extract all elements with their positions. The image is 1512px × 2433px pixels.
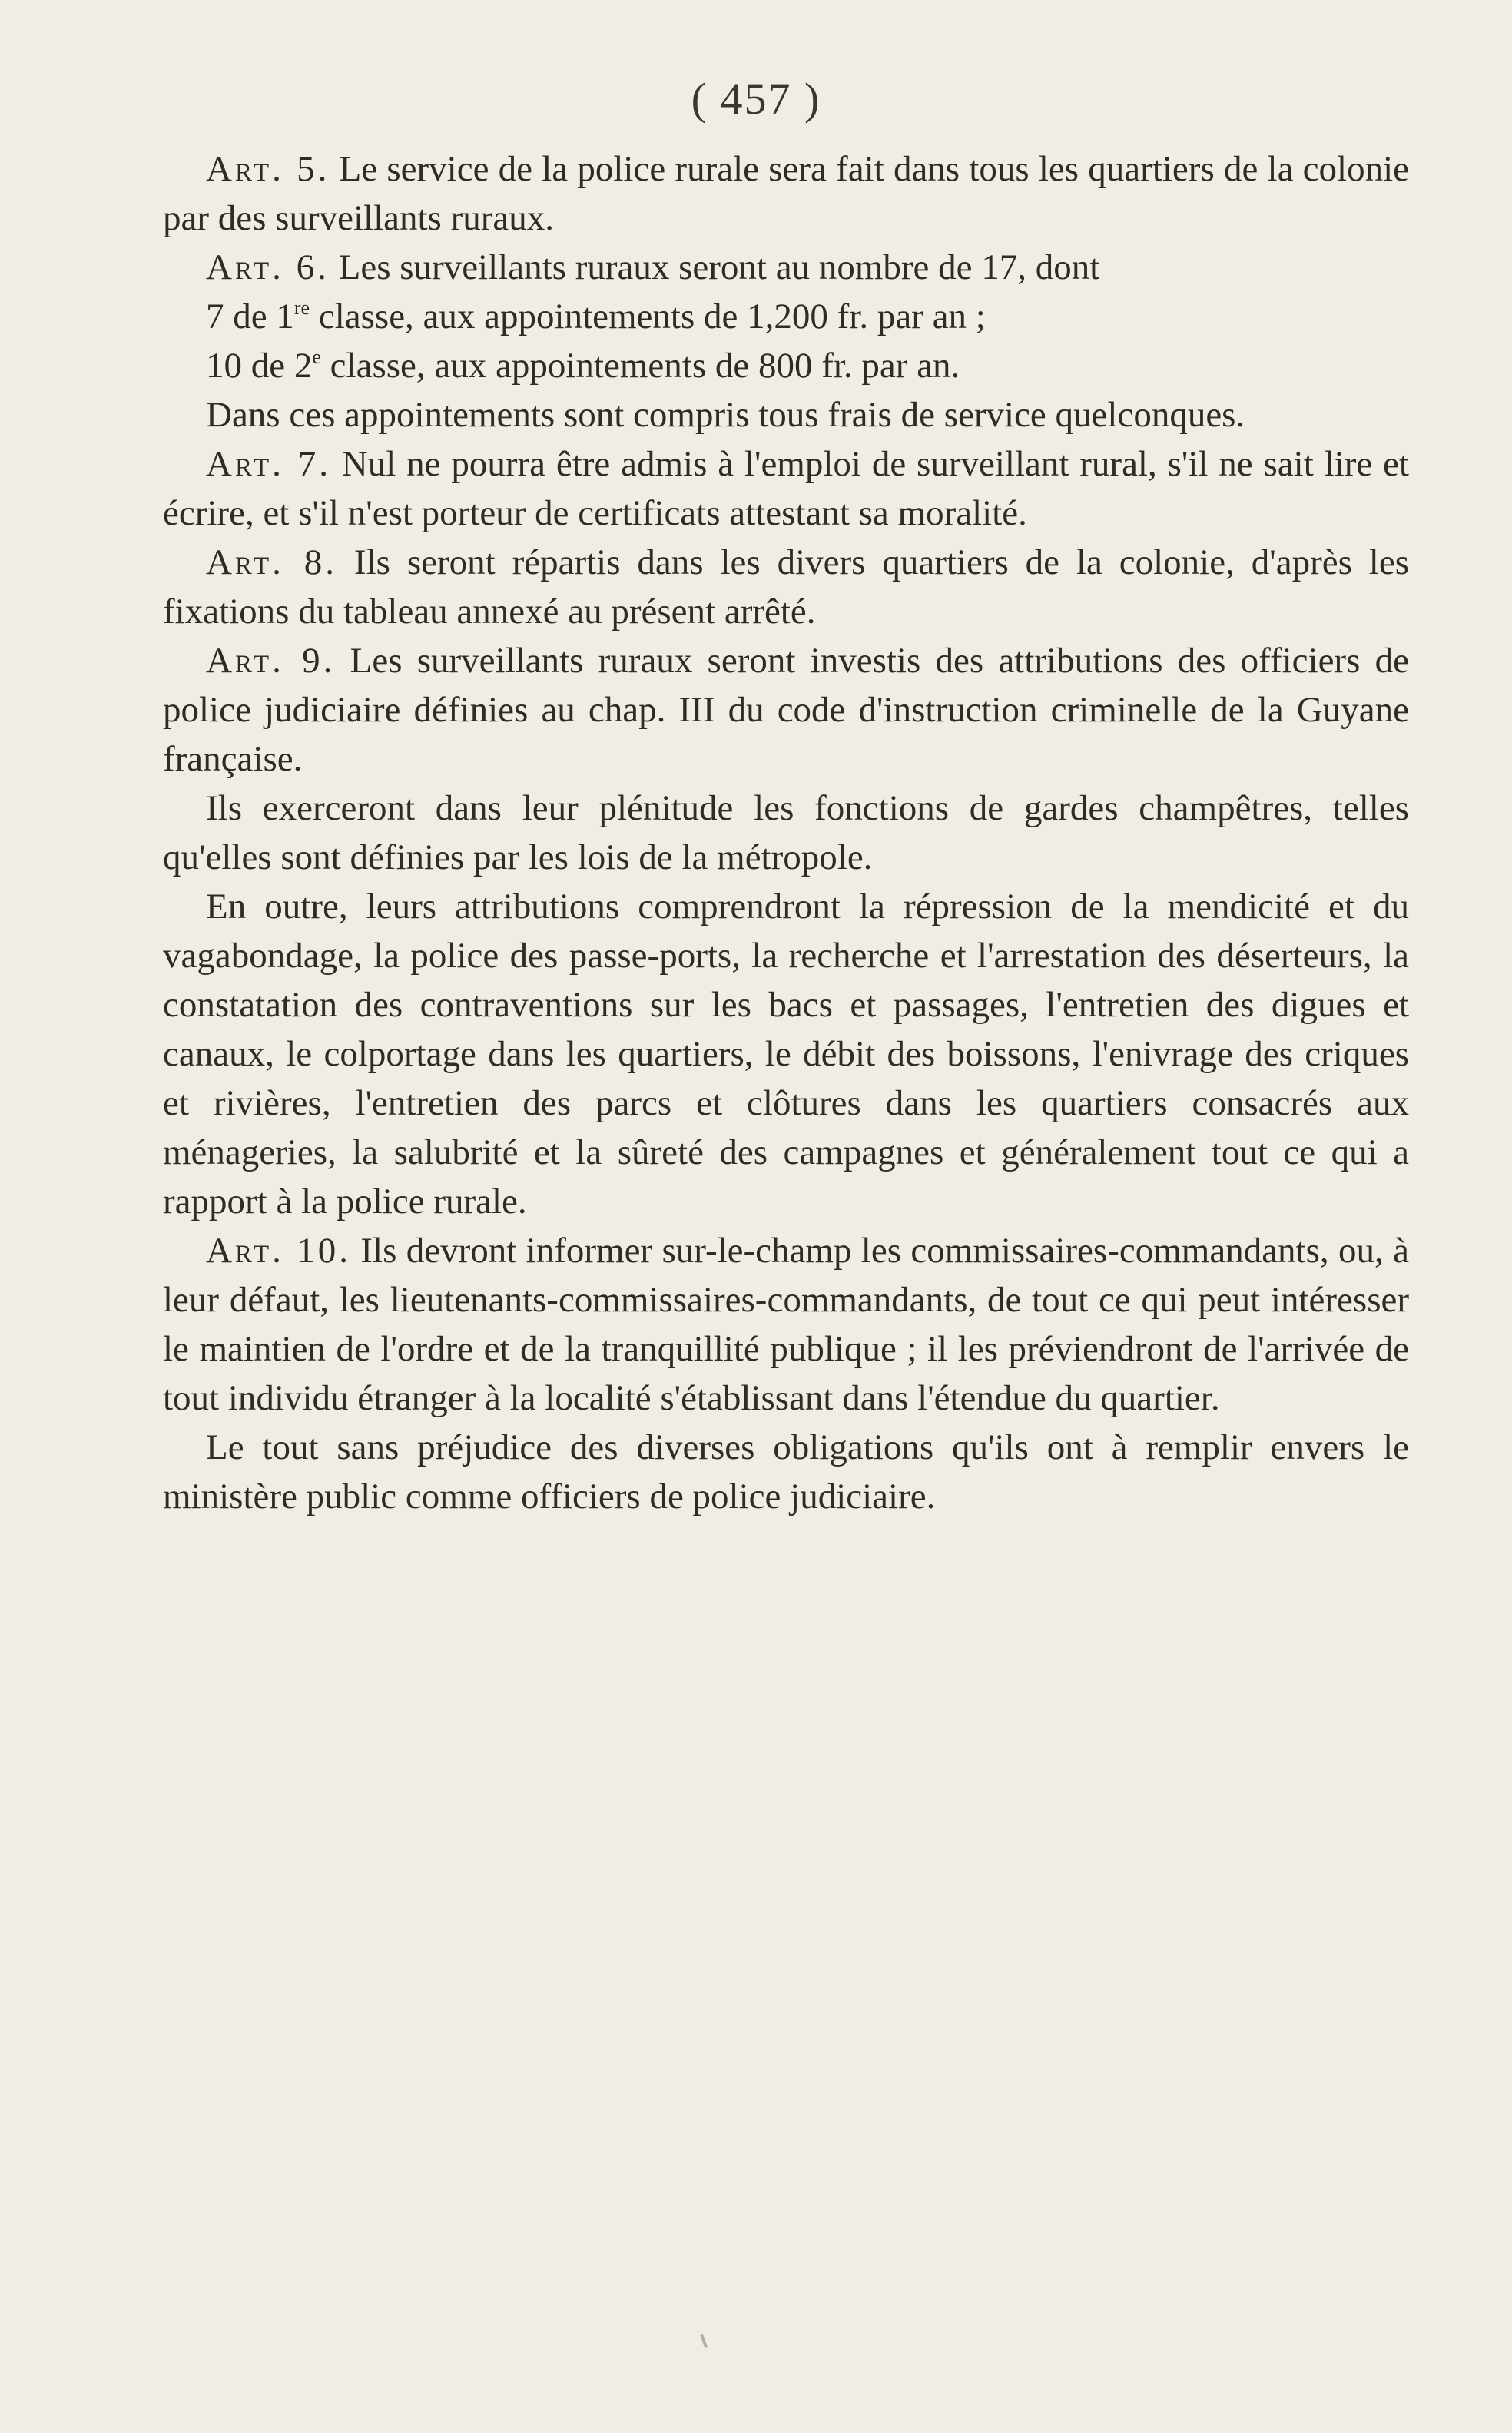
article-text: Le service de la police rurale sera fait dans tous les quartiers de la colonie par des surveillants ruraux. <box>163 149 1409 238</box>
line-text: 10 de 2 <box>206 346 313 386</box>
article-label: Art. 8. <box>206 542 338 582</box>
article-9-paragraph-3: En outre, leurs attributions comprendront la répression de la mendicité et du vagabondage, la police des passe-ports, la recherche et l'arrestation des déserteurs, la constatation des contraventions sur les bacs et passages, l'entretien des digues et canaux, le colportage dans les quartiers, le débit des boissons, l'enivrage des criques et rivières, l'entretien des parcs et clôtures dans les quartiers consacrés aux ménageries, la salubrité et la sûreté des campagnes et généralement tout ce qui a rapport à la police rurale. <box>163 887 1409 1221</box>
article-label: Art. 9. <box>206 641 336 681</box>
article-8 <box>163 538 1409 636</box>
line-text: 7 de 1 <box>206 297 294 336</box>
article-label: Art. 5. <box>206 149 330 189</box>
print-speck <box>700 2334 708 2348</box>
article-7 <box>163 439 1409 538</box>
article-text: Ils seront répartis dans les divers quartiers de la colonie, d'après les fixations du tableau annexé au présent arrêté. <box>163 542 1409 631</box>
line-text: classe, aux appointements de 1,200 fr. par an ; <box>310 297 986 336</box>
article-text-block <box>163 144 1409 1521</box>
article-9-paragraph-2: Ils exerceront dans leur plénitude les fonctions de gardes champêtres, telles qu'elles sont définies par les lois de la métropole. <box>163 788 1409 877</box>
article-6 <box>163 243 1409 292</box>
article-label: Art. 10. <box>206 1231 351 1271</box>
article-label: Art. 6. <box>206 247 330 287</box>
article-text: Les surveillants ruraux seront investis des attributions des officiers de police judiciaire définies au chap. III du code d'instruction criminelle de la Guyane française. <box>163 641 1409 779</box>
article-6-second-class-line <box>163 341 1409 390</box>
article-label: Art. 7. <box>206 444 331 484</box>
article-6-paragraph-2: Dans ces appointements sont compris tous frais de service quelconques. <box>206 395 1245 435</box>
article-text: Les surveillants ruraux seront au nombre de 17, dont <box>329 247 1100 287</box>
ordinal-superscript: re <box>293 297 310 319</box>
ordinal-superscript: e <box>312 346 321 368</box>
article-9 <box>163 636 1409 784</box>
line-text: classe, aux appointements de 800 fr. par an. <box>320 346 960 386</box>
article-10-paragraph-2: Le tout sans préjudice des diverses obligations qu'ils ont à remplir envers le ministère public comme officiers de police judiciaire. <box>163 1427 1409 1516</box>
page-number: ( 457 ) <box>691 74 821 124</box>
article-5 <box>163 144 1409 243</box>
article-10 <box>163 1226 1409 1423</box>
article-text: Ils devront informer sur-le-champ les commissaires-commandants, ou, à leur défaut, les lieutenants-commissaires-commandants, de tout ce qui peut intéresser le maintien de l'ordre et de la tranquillité publique ; il les préviendront de l'arrivée de tout individu étranger à la localité s'établissant dans l'étendue du quartier. <box>163 1231 1409 1418</box>
article-6-first-class-line <box>163 292 1409 341</box>
article-text: Nul ne pourra être admis à l'emploi de surveillant rural, s'il ne sait lire et écrire, et s'il n'est porteur de certificats attestant sa moralité. <box>163 444 1409 533</box>
